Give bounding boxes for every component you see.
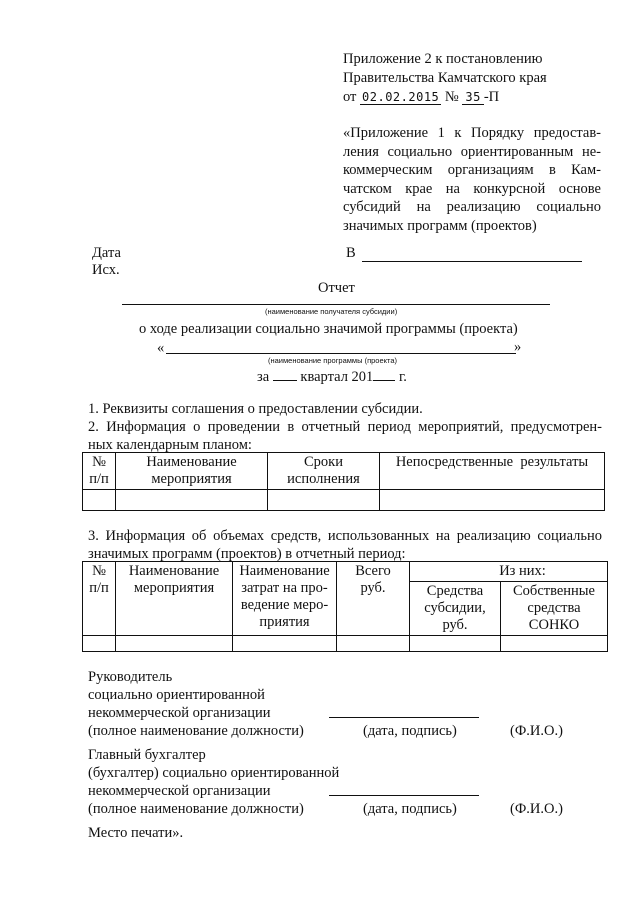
header-text: руб.	[442, 617, 468, 633]
number-label: №	[444, 89, 459, 105]
period-year: г.	[398, 369, 407, 385]
program-underline	[166, 353, 516, 354]
quote-line: значимых программ (проектов)	[343, 218, 537, 234]
date-label: Дата	[92, 245, 121, 261]
table-cell	[83, 490, 116, 511]
header-text: Наименование	[146, 454, 237, 470]
header-cell-number	[83, 453, 116, 490]
handwritten-number: 35	[462, 90, 483, 105]
about-line: о ходе реализации социально значимой программы (проекта)	[139, 321, 518, 337]
accountant-line-3: некоммерческой организации	[88, 783, 271, 799]
table-row	[83, 636, 608, 652]
head-title: Руководитель	[88, 669, 173, 685]
table-cell	[116, 490, 268, 511]
events-table	[82, 452, 605, 511]
header-cell-event	[116, 453, 268, 490]
quote-line: субсидий на реализацию социально	[343, 199, 601, 215]
header-text: средства	[527, 600, 581, 616]
period-quarter: квартал 201	[300, 369, 374, 385]
quote-line: чатском крае на конкурсной основе	[343, 181, 601, 197]
table-row	[83, 490, 605, 511]
head-fio: (Ф.И.О.)	[510, 723, 563, 739]
accountant-signature-line	[329, 795, 479, 796]
quote-line: «Приложение 1 к Порядку предостав-	[343, 125, 601, 141]
header-cell-own-funds	[501, 582, 608, 636]
quote-line: коммерческим организациям в Кам-	[343, 162, 601, 178]
header-cell-terms	[268, 453, 380, 490]
table-cell	[233, 636, 337, 652]
header-text: Всего	[355, 563, 391, 579]
item-3-line-2: значимых программ (проектов) в отчетный период:	[88, 546, 406, 562]
from-label: от	[343, 89, 357, 105]
seal-place: Место печати».	[88, 825, 184, 841]
accountant-fio: (Ф.И.О.)	[510, 801, 563, 817]
table-cell	[501, 636, 608, 652]
period-line	[257, 368, 407, 386]
header-cell-results	[380, 453, 605, 490]
header-text: ведение меро-	[240, 597, 329, 613]
header-text: п/п	[89, 580, 109, 596]
header-text: приятия	[259, 614, 310, 630]
period-for: за	[257, 369, 270, 385]
accountant-date-sign: (дата, подпись)	[363, 801, 457, 817]
table-header-row	[83, 562, 608, 582]
funds-table	[82, 561, 608, 652]
header-text: №	[92, 563, 106, 579]
recipient-caption: (наименование получателя субсидии)	[265, 307, 398, 316]
header-text: субсидии,	[424, 600, 486, 616]
header-text: Собственные	[513, 583, 595, 599]
item-1: 1. Реквизиты соглашения о предоставлении субсидии.	[88, 401, 423, 417]
appendix-date-line	[343, 89, 499, 106]
recipient-underline	[122, 304, 550, 305]
header-text: №	[92, 454, 106, 470]
accountant-position: (полное наименование должности)	[88, 801, 304, 817]
outgoing-label: Исх.	[92, 262, 120, 278]
header-cell-number	[83, 562, 116, 636]
quote-close: »	[514, 339, 522, 355]
quarter-blank	[273, 368, 297, 381]
header-text: исполнения	[287, 471, 360, 487]
table-header-row	[83, 453, 605, 490]
header-text: мероприятия	[151, 471, 232, 487]
to-underline	[362, 261, 582, 262]
to-label: В	[346, 245, 356, 261]
header-cell-costs	[233, 562, 337, 636]
head-position: (полное наименование должности)	[88, 723, 304, 739]
table-cell	[83, 636, 116, 652]
quote-line: ления социально ориентированным не-	[343, 144, 601, 160]
item-3-line-1: 3. Информация об объемах средств, использованных на реализацию социально	[88, 528, 602, 544]
head-date-sign: (дата, подпись)	[363, 723, 457, 739]
header-text: Из них:	[499, 563, 546, 579]
header-text: Непосредственные результаты	[395, 454, 589, 470]
header-cell-event	[116, 562, 233, 636]
item-2-line-1: 2. Информация о проведении в отчетный период мероприятий, предусмотрен-	[88, 419, 602, 435]
header-text: п/п	[89, 471, 109, 487]
header-text: СОНКО	[528, 617, 580, 633]
accountant-title: Главный бухгалтер	[88, 747, 206, 763]
report-title: Отчет	[318, 280, 355, 296]
item-2-line-2: ных календарным планом:	[88, 437, 252, 453]
header-text: Наименование	[128, 563, 220, 579]
header-text: руб.	[360, 580, 386, 596]
header-cell-total	[337, 562, 410, 636]
header-cell-subsidy	[410, 582, 501, 636]
header-text: Средства	[426, 583, 484, 599]
header-text: мероприятия	[133, 580, 215, 596]
header-text: Сроки	[304, 454, 343, 470]
table-cell	[268, 490, 380, 511]
head-line-3: некоммерческой организации	[88, 705, 271, 721]
table-cell	[337, 636, 410, 652]
number-suffix: -П	[483, 89, 500, 105]
table-cell	[116, 636, 233, 652]
year-blank	[373, 368, 395, 381]
table-cell	[380, 490, 605, 511]
quote-open: «	[157, 340, 165, 356]
head-line-2: социально ориентированной	[88, 687, 265, 703]
appendix-line-1: Приложение 2 к постановлению	[343, 51, 543, 67]
appendix-line-2: Правительства Камчатского края	[343, 70, 547, 86]
accountant-line-2: (бухгалтер) социально ориентированной	[88, 765, 340, 781]
head-signature-line	[329, 717, 479, 718]
header-cell-of-them	[410, 562, 608, 582]
handwritten-date: 02.02.2015	[362, 90, 440, 104]
table-cell	[410, 636, 501, 652]
header-text: затрат на про-	[241, 580, 328, 596]
program-caption: (наименование программы (проекта)	[268, 356, 398, 365]
header-text: Наименование	[239, 563, 330, 579]
